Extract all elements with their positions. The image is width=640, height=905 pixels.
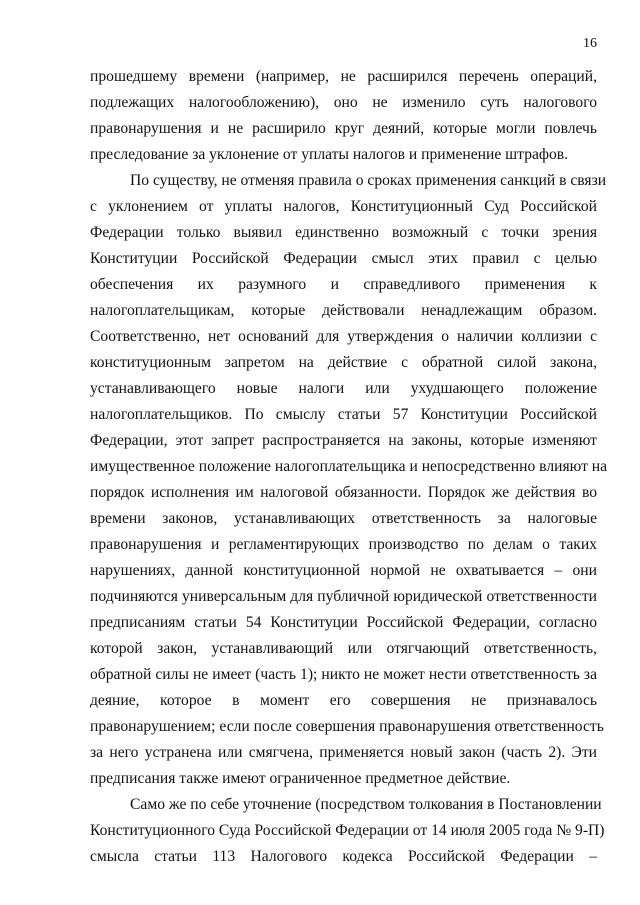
text-line: подлежащих налогообложению), оно не изменило суть налогового [90, 94, 597, 111]
text-line: прошедшему времени (например, не расширился перечень операций, [90, 68, 597, 85]
text-line: подчиняются универсальным для публичной юридической ответственности [90, 588, 597, 605]
page-number: 16 [583, 36, 597, 51]
text-line: обратной силы не имеет (часть 1); никто не может нести ответственность за [90, 666, 597, 683]
text-line: устанавливающего новые налоги или ухудшающего положение [90, 380, 597, 397]
document-body [90, 64, 608, 870]
text-line: имущественное положение налогоплательщика и непосредственно влияют на [90, 458, 608, 475]
text-line: деяние, которое в момент его совершения не признавалось [90, 692, 597, 709]
text-line: которой закон, устанавливающий или отягчающий ответственность, [90, 640, 597, 657]
text-line: порядок исполнения им налоговой обязанности. Порядок же действия во [90, 484, 597, 501]
text-line: налогоплательщиков. По смыслу статьи 57 Конституции Российской [90, 406, 597, 423]
text-line: нарушениях, данной конституционной нормой не охватывается – они [90, 562, 597, 579]
text-line: Федерации только выявил единственно возможный с точки зрения [90, 224, 597, 241]
text-line: правонарушения и не расширило круг деяний, которые могли повлечь [90, 120, 597, 137]
text-line: времени законов, устанавливающих ответственность за налоговые [90, 510, 597, 527]
text-line: По существу, не отменяя правила о сроках применения санкций в связи [130, 172, 607, 189]
text-line: преследование за уклонение от уплаты налогов и применение штрафов. [90, 146, 569, 163]
text-line: Конституции Российской Федерации смысл этих правил с целью [90, 250, 597, 267]
text-line: предписаниям статьи 54 Конституции Российской Федерации, согласно [90, 614, 597, 631]
paragraph [90, 168, 608, 792]
text-line: за него устранена или смягчена, применяется новый закон (часть 2). Эти [90, 744, 597, 761]
text-line: правонарушением; если после совершения правонарушения ответственность [90, 718, 604, 735]
paragraph [90, 64, 597, 168]
text-line: обеспечения их разумного и справедливого применения к [90, 276, 597, 293]
text-line: налогоплательщикам, которые действовали ненадлежащим образом. [90, 302, 597, 319]
text-line: правонарушения и регламентирующих производство по делам о таких [90, 536, 597, 553]
text-line: смысла статьи 113 Налогового кодекса Российской Федерации – [90, 848, 597, 865]
paragraph [90, 792, 605, 870]
text-line: Конституционного Суда Российской Федерации от 14 июля 2005 года № 9-П) [90, 822, 605, 839]
text-line: Само же по себе уточнение (посредством толкования в Постановлении [130, 796, 602, 813]
text-line: предписания также имеют ограниченное предметное действие. [90, 770, 511, 787]
text-line: конституционным запретом на действие с обратной силой закона, [90, 354, 597, 371]
text-line: Федерации, этот запрет распространяется на законы, которые изменяют [90, 432, 597, 449]
text-line: Соответственно, нет оснований для утверждения о наличии коллизии с [90, 328, 597, 345]
text-line: с уклонением от уплаты налогов, Конституционный Суд Российской [90, 198, 597, 215]
